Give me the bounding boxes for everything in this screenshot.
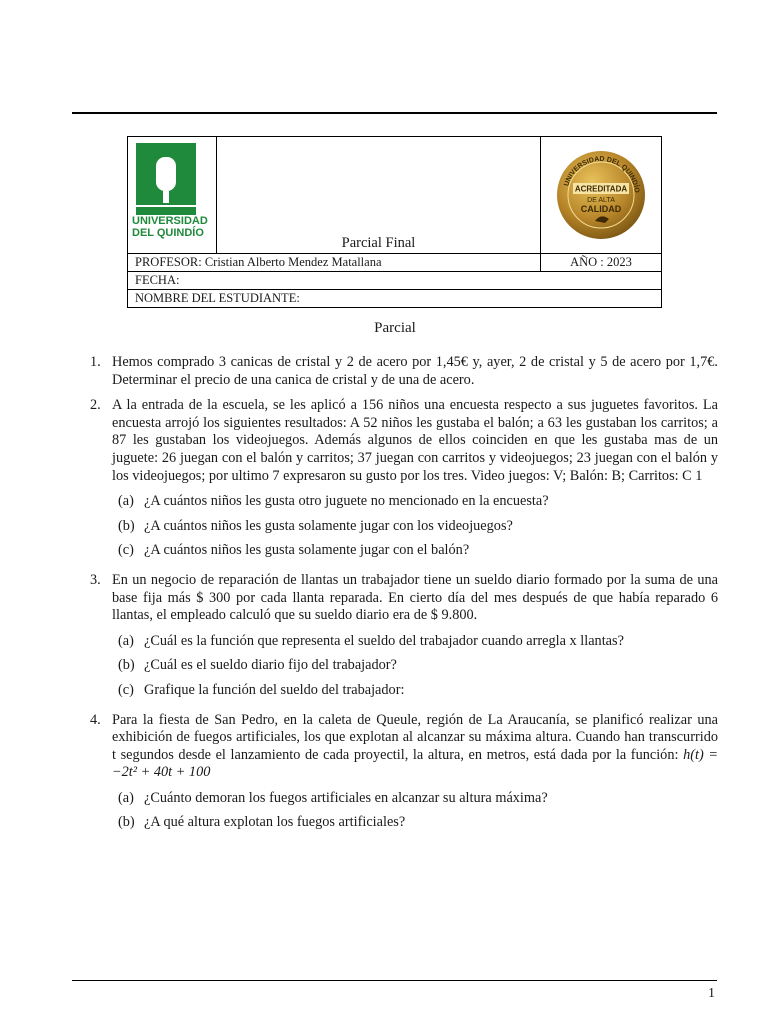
seal-arc-text: UNIVERSIDAD DEL QUINDÍO xyxy=(563,155,641,194)
exam-header-table xyxy=(127,136,662,308)
sub-question-label: (b) xyxy=(118,517,135,534)
question-text: A la entrada de la escuela, se les aplicó a 156 niños una encuesta respecto a sus juguetes favoritos. La encuesta arrojó los siguientes resultados: A 52 niños les gustaba el balón; a 63 les gustaban los carritos; a 87 les gustaban los videojuegos. Además algunos de ellos coinciden en que les gustaba mas de un juguete: 26 juegan con el balón y carritos; 37 juegan con carritos y videojuegos; 23 juegan con el balón y los videojuegos; por ultimo 7 expresaron su gusto por los tres. Video juegos: V; Balón: B; Carritos: C 1 xyxy=(112,397,718,484)
sub-question-label: (c) xyxy=(118,542,134,559)
accreditation-seal xyxy=(541,137,661,253)
sub-question-text: ¿A cuántos niños les gusta solamente jugar con el balón? xyxy=(144,542,470,559)
sub-questions xyxy=(112,790,718,832)
question-1 xyxy=(90,354,718,389)
sub-question xyxy=(118,682,718,700)
question-number: 4. xyxy=(90,711,101,728)
sub-question-text: ¿A cuántos niños les gusta solamente jugar con los videojuegos? xyxy=(144,517,513,534)
seal-line-3: CALIDAD xyxy=(580,204,622,214)
sub-question-label: (c) xyxy=(118,681,134,698)
sub-question-label: (b) xyxy=(118,657,135,674)
sub-question xyxy=(118,493,718,511)
date-field: FECHA: xyxy=(128,272,662,290)
questions-list xyxy=(90,354,718,844)
question-text: Para la fiesta de San Pedro, en la caleta de Queule, región de La Araucanía, se planificó realizar una exhibición de fuegos artificiales, los que explotan al alcanzar su máxima altura. Cuando han transcurrido t segundos desde el lanzamiento de cada proyectil, la altura, en metros, está dada por la función: xyxy=(112,711,718,763)
accreditation-seal-icon xyxy=(555,149,647,241)
sub-question xyxy=(118,790,718,808)
question-text-wrap xyxy=(112,712,718,782)
sub-question xyxy=(118,542,718,560)
question-number: 1. xyxy=(90,354,101,370)
top-rule xyxy=(72,112,717,114)
seal-cell xyxy=(541,137,662,254)
section-heading: Parcial xyxy=(374,320,416,336)
question-text: Hemos comprado 3 canicas de cristal y 2 de acero por 1,45€ y, ayer, 2 de cristal y 5 de acero por 1,7€. Determinar el precio de una canica de cristal y de una de acero. xyxy=(112,354,718,388)
university-logo xyxy=(128,137,216,253)
sub-question-label: (b) xyxy=(118,814,135,831)
exam-title: Parcial Final xyxy=(217,137,541,254)
question-number: 2. xyxy=(90,397,101,414)
sub-question xyxy=(118,814,718,832)
question-body xyxy=(112,712,718,837)
sub-questions xyxy=(112,493,718,560)
sub-question-text: ¿A cuántos niños les gusta otro juguete no mencionado en la encuesta? xyxy=(144,493,549,510)
university-logo-icon xyxy=(136,143,196,215)
sub-question xyxy=(118,633,718,651)
sub-questions xyxy=(112,633,718,700)
logo-cell xyxy=(128,137,217,254)
sub-question-label: (a) xyxy=(118,789,134,806)
question-text: En un negocio de reparación de llantas un trabajador tiene un sueldo diario formado por la suma de una base fija más $ 300 por cada llanta reparada. En cierto día del mes después de que había reparado 6 llantas, el empleado calculó que su sueldo diario era de $ 9.800. xyxy=(112,571,718,624)
sub-question xyxy=(118,518,718,536)
professor-field: PROFESOR: Cristian Alberto Mendez Matallana xyxy=(128,254,541,272)
sub-question-text: ¿A qué altura explotan los fuegos artificiales? xyxy=(144,814,406,831)
student-name-field: NOMBRE DEL ESTUDIANTE: xyxy=(128,290,662,308)
logo-line-1: UNIVERSIDAD xyxy=(132,215,208,227)
question-body xyxy=(112,397,718,564)
question-3 xyxy=(90,572,718,704)
year-field: AÑO : 2023 xyxy=(541,254,662,272)
sub-question-text: Grafique la función del sueldo del trabajador: xyxy=(144,681,405,698)
sub-question-label: (a) xyxy=(118,493,134,510)
question-body xyxy=(112,572,718,704)
question-2 xyxy=(90,397,718,564)
bottom-rule xyxy=(72,980,717,981)
sub-question-text: ¿Cuál es el sueldo diario fijo del trabajador? xyxy=(144,657,397,674)
seal-line-2: DE ALTA xyxy=(587,197,615,204)
sub-question xyxy=(118,657,718,675)
logo-wordmark xyxy=(132,215,216,239)
question-4 xyxy=(90,712,718,837)
sub-question-text: ¿Cuánto demoran los fuegos artificiales en alcanzar su altura máxima? xyxy=(144,789,548,806)
seal-line-1: ACREDITADA xyxy=(574,184,628,194)
question-number: 3. xyxy=(90,571,101,588)
sub-question-text: ¿Cuál es la función que representa el sueldo del trabajador cuando arregla x llantas? xyxy=(144,632,624,649)
sub-question-label: (a) xyxy=(118,632,134,649)
page-number: 1 xyxy=(708,986,715,1001)
formula: h(t) = −2t² + 40t + 100 xyxy=(112,746,718,781)
logo-line-2: DEL QUINDÍO xyxy=(132,227,204,239)
